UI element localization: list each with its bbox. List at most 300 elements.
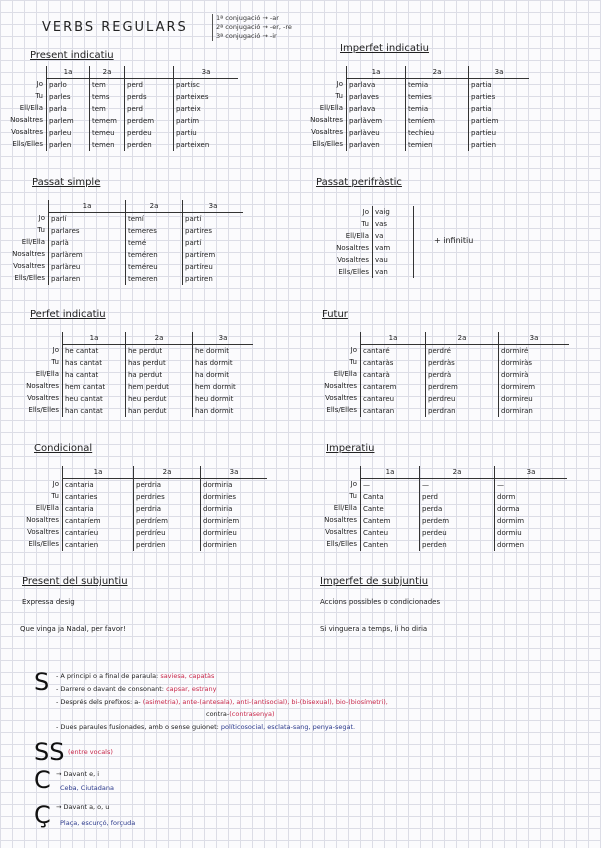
verb-cell: has dormit xyxy=(195,359,233,367)
pronoun-column xyxy=(2,466,62,551)
pronoun-cell: Jo xyxy=(336,80,343,88)
imperfet-subjuntiu-use: Accions possibles o condicionades xyxy=(320,598,441,606)
present-indicatiu-table xyxy=(2,66,238,151)
verb-column xyxy=(62,332,125,417)
c-examples: Ceba, Ciutadana xyxy=(60,784,114,792)
verb-column xyxy=(125,200,182,285)
verb-cell: temeu xyxy=(92,129,115,137)
imperfet-subjuntiu-example: Si vinguera a temps, li ho diria xyxy=(320,625,428,633)
verb-cell: parlí xyxy=(51,215,67,223)
column-header: 2a xyxy=(420,466,494,479)
note-text: - Darrere o davant de consonant: xyxy=(56,685,167,693)
legend-line: 2ª conjugació → -er, -re xyxy=(216,23,292,31)
verb-cell: temies xyxy=(408,93,432,101)
verb-cell: partisc xyxy=(176,81,200,89)
verb-cell: temeren xyxy=(128,275,158,283)
verb-cell: parteix xyxy=(176,105,201,113)
note-text: - Dues paraules fusionades, amb o sense guionet: xyxy=(56,723,221,731)
verb-cell: dormirem xyxy=(501,383,536,391)
verb-column xyxy=(419,466,494,551)
verb-cell: ha dormit xyxy=(195,371,229,379)
legend-line: 1ª conjugació → -ar xyxy=(216,14,279,22)
verb-cell: han cantat xyxy=(65,407,103,415)
pronoun-cell: Ells/Elles xyxy=(28,406,59,414)
verb-cell: parteixes xyxy=(176,93,209,101)
verb-cell: cantareu xyxy=(363,395,395,403)
pronoun-cell: Ell/Ella xyxy=(333,370,357,378)
imperatiu-table xyxy=(298,466,567,551)
column-header: 2a xyxy=(426,332,498,345)
verb-cell: perdrem xyxy=(428,383,458,391)
pronoun-column xyxy=(2,66,46,151)
pronoun-column xyxy=(292,66,346,151)
letter-ss: SS xyxy=(34,738,65,766)
column-header: 2a xyxy=(126,332,192,345)
verb-cell: cantaries xyxy=(65,493,98,501)
verb-cell: cantaria xyxy=(65,481,94,489)
verb-cell: dormen xyxy=(497,541,525,549)
pronoun-cell: Ells/Elles xyxy=(326,406,357,414)
verb-cell: perda xyxy=(422,505,443,513)
column-header: 3a xyxy=(201,466,267,479)
verb-cell: parties xyxy=(471,93,496,101)
column-header: 1a xyxy=(63,466,133,479)
pronoun-column xyxy=(298,466,360,551)
pronoun-cell: Ell/Ella xyxy=(21,238,45,246)
verb-column xyxy=(62,466,133,551)
verb-cell: dormim xyxy=(497,517,525,525)
verb-cell: dormirà xyxy=(501,371,529,379)
header-spacer xyxy=(298,332,360,344)
pronoun-cell: Ells/Elles xyxy=(14,274,45,282)
pronoun-cell: Nosaltres xyxy=(12,250,45,258)
verb-cell: parles xyxy=(49,93,71,101)
verb-cell: partí xyxy=(185,239,202,247)
pronoun-cell: Ell/Ella xyxy=(319,104,343,112)
form-column xyxy=(372,206,414,278)
verb-cell: Cantem xyxy=(363,517,391,525)
pronoun-cell: Vosaltres xyxy=(27,528,59,536)
verb-cell: ha cantat xyxy=(65,371,99,379)
header-spacer xyxy=(2,66,46,78)
pronoun-cell: Ells/Elles xyxy=(312,140,343,148)
perifrastic-form: vas xyxy=(375,220,388,228)
verb-cell: Canta xyxy=(363,493,384,501)
note-example: capsar, estrany xyxy=(166,685,217,693)
column-header xyxy=(125,66,173,79)
pronoun-cell: Vosaltres xyxy=(27,394,59,402)
pronoun-cell: Tu xyxy=(361,220,369,228)
verb-cell: parlàrem xyxy=(51,251,83,259)
section-title-imperatiu: Imperatiu xyxy=(326,443,375,454)
column-header: 1a xyxy=(361,332,425,345)
verb-cell: partírem xyxy=(185,251,216,259)
verb-cell: perdreu xyxy=(428,395,456,403)
verb-cell: dormiràs xyxy=(501,359,533,367)
verb-cell: tem xyxy=(92,81,106,89)
passat-simple-table xyxy=(4,200,243,285)
column-header: 3a xyxy=(183,200,243,213)
pronoun-cell: Jo xyxy=(36,80,43,88)
verb-cell: partires xyxy=(185,227,212,235)
verb-cell: temé xyxy=(128,239,147,247)
pronoun-cell: Ell/Ella xyxy=(333,504,357,512)
verb-column xyxy=(468,66,529,151)
pronoun-cell: Tu xyxy=(349,492,357,500)
pronoun-cell: Vosaltres xyxy=(311,128,343,136)
column-header: 3a xyxy=(499,332,569,345)
verb-cell: parlava xyxy=(349,105,376,113)
letter-s: S xyxy=(34,668,50,696)
verb-cell: — xyxy=(497,481,504,489)
s-note xyxy=(56,685,216,693)
verb-column xyxy=(182,200,243,285)
pronoun-cell: Tu xyxy=(37,226,45,234)
column-header: 2a xyxy=(90,66,124,79)
verb-cell: he perdut xyxy=(128,347,163,355)
verb-cell: perdries xyxy=(136,493,165,501)
verb-column xyxy=(48,200,125,285)
column-header: 2a xyxy=(406,66,468,79)
verb-cell: temí xyxy=(128,215,144,223)
column-header: 2a xyxy=(134,466,200,479)
section-title-futur: Futur xyxy=(322,309,348,320)
verb-cell: perdran xyxy=(428,407,456,415)
present-subjuntiu-use: Expressa desig xyxy=(22,598,75,606)
verb-cell: dormirien xyxy=(203,541,237,549)
perifrastic-form: va xyxy=(375,232,384,240)
pronoun-cell: Jo xyxy=(350,346,357,354)
legend-line: 3ª conjugació → -ir xyxy=(216,32,277,40)
section-title-imperfet-subjuntiu: Imperfet de subjuntiu xyxy=(320,576,429,587)
verb-column xyxy=(125,332,192,417)
column-header: 3a xyxy=(193,332,253,345)
verb-cell: parlàvem xyxy=(349,117,383,125)
verb-cell: cantaríem xyxy=(65,517,101,525)
verb-cell: perdria xyxy=(136,481,162,489)
pronoun-cell: Vosaltres xyxy=(337,256,369,264)
s-note xyxy=(56,672,214,680)
verb-cell: dorm xyxy=(497,493,516,501)
verb-cell: hem cantat xyxy=(65,383,106,391)
column-header: 1a xyxy=(347,66,405,79)
cc-rule: → Davant a, o, u xyxy=(56,803,110,811)
pronoun-cell: Jo xyxy=(362,208,369,216)
note-text: contra- xyxy=(206,710,230,718)
verb-cell: teméren xyxy=(128,251,158,259)
verb-cell: has cantat xyxy=(65,359,102,367)
verb-cell: dormiran xyxy=(501,407,533,415)
pronoun-cell: Nosaltres xyxy=(26,382,59,390)
pronoun-cell: Vosaltres xyxy=(325,394,357,402)
pronoun-cell: Tu xyxy=(51,492,59,500)
column-header: 1a xyxy=(361,466,419,479)
verb-cell: perd xyxy=(127,81,143,89)
note-example: (asimetria), ante-(antesala), anti-(antisocial), bi-(bisexual), bio-(biosímetri), xyxy=(142,698,388,706)
verb-cell: partíreu xyxy=(185,263,213,271)
verb-cell: partiren xyxy=(185,275,213,283)
verb-cell: — xyxy=(363,481,370,489)
column-header: 1a xyxy=(47,66,89,79)
verb-cell: Canten xyxy=(363,541,389,549)
note-text: - A principi o a final de paraula: xyxy=(56,672,161,680)
section-title-passat-perifrastic: Passat perifràstic xyxy=(316,177,402,188)
section-title-imperfet-indicatiu: Imperfet indicatiu xyxy=(340,43,429,54)
verb-cell: partíeu xyxy=(471,129,497,137)
verb-cell: dormiríeu xyxy=(203,529,237,537)
section-title-passat-simple: Passat simple xyxy=(32,177,101,188)
pronoun-cell: Vosaltres xyxy=(11,128,43,136)
section-title-present-subjuntiu: Present del subjuntiu xyxy=(22,576,128,587)
column-header: 2a xyxy=(126,200,182,213)
futur-table xyxy=(298,332,569,417)
verb-cell: partíem xyxy=(471,117,499,125)
note-text: - Després dels prefixos: a- xyxy=(56,698,143,706)
verb-cell: partia xyxy=(471,81,492,89)
verb-cell: temia xyxy=(408,105,429,113)
verb-cell: temem xyxy=(92,117,117,125)
verb-cell: parlares xyxy=(51,227,80,235)
verb-cell: cantaré xyxy=(363,347,390,355)
verb-column xyxy=(173,66,238,151)
verb-cell: parlaven xyxy=(349,141,380,149)
verb-cell: perdem xyxy=(422,517,450,525)
verb-cell: perdrien xyxy=(136,541,166,549)
letter-c: C xyxy=(34,766,51,794)
section-title-condicional: Condicional xyxy=(34,443,93,454)
verb-cell: he cantat xyxy=(65,347,99,355)
pronoun-cell: Ell/Ella xyxy=(35,370,59,378)
verb-cell: parlo xyxy=(49,81,67,89)
letter-c-cedilla: Ç xyxy=(34,801,51,829)
perifrastic-form: vam xyxy=(375,244,391,252)
pronoun-cell: Nosaltres xyxy=(10,116,43,124)
cc-rule-text: Davant a, o, u xyxy=(63,803,110,811)
pronoun-cell: Ells/Elles xyxy=(326,540,357,548)
pronoun-cell: Jo xyxy=(38,214,45,222)
verb-cell: partien xyxy=(471,141,497,149)
pronoun-column xyxy=(300,206,372,278)
verb-column xyxy=(360,332,425,417)
verb-cell: dormiries xyxy=(203,493,237,501)
s-note xyxy=(56,723,355,731)
verb-cell: parla xyxy=(49,105,67,113)
verb-cell: parlaves xyxy=(349,93,379,101)
perifrastic-suffix: + infinitiu xyxy=(434,236,474,245)
note-example: (contrasenya) xyxy=(229,710,275,718)
c-rule: → Davant e, i xyxy=(56,770,100,778)
verb-cell: temia xyxy=(408,81,429,89)
verb-cell: perdem xyxy=(127,117,155,125)
verb-cell: perdeu xyxy=(127,129,152,137)
verb-cell: cantarà xyxy=(363,371,390,379)
verb-cell: partim xyxy=(176,117,200,125)
verb-column xyxy=(124,66,173,151)
pronoun-cell: Nosaltres xyxy=(26,516,59,524)
section-title-perfet-indicatiu: Perfet indicatiu xyxy=(30,309,106,320)
verb-cell: cantarien xyxy=(65,541,99,549)
verb-cell: parlàveu xyxy=(349,129,380,137)
pronoun-cell: Tu xyxy=(51,358,59,366)
verb-cell: dormiríem xyxy=(203,517,240,525)
page-title: VERBS REGULARS xyxy=(42,20,188,35)
verb-cell: dorma xyxy=(497,505,520,513)
perifrastic-form: van xyxy=(375,268,388,276)
pronoun-cell: Ells/Elles xyxy=(338,268,369,276)
pronoun-column xyxy=(298,332,360,417)
verb-column xyxy=(46,66,89,151)
verb-cell: has perdut xyxy=(128,359,166,367)
pronoun-cell: Vosaltres xyxy=(13,262,45,270)
verb-cell: cantaria xyxy=(65,505,94,513)
c-rule-text: Davant e, i xyxy=(63,770,100,778)
verb-cell: heu perdut xyxy=(128,395,167,403)
verb-column xyxy=(133,466,200,551)
verb-cell: temien xyxy=(408,141,433,149)
verb-cell: parlà xyxy=(51,239,69,247)
verb-cell: tems xyxy=(92,93,110,101)
verb-cell: temen xyxy=(92,141,115,149)
verb-cell: hem perdut xyxy=(128,383,169,391)
column-header: 3a xyxy=(174,66,238,79)
verb-cell: perd xyxy=(127,105,143,113)
pronoun-cell: Ells/Elles xyxy=(12,140,43,148)
header-spacer xyxy=(2,466,62,478)
verb-cell: parteixen xyxy=(176,141,210,149)
pronoun-cell: Tu xyxy=(335,92,343,100)
verb-cell: partiu xyxy=(176,129,197,137)
column-header: 1a xyxy=(49,200,125,213)
imperfet-indicatiu-table xyxy=(292,66,529,151)
verb-cell: han perdut xyxy=(128,407,167,415)
passat-perifrastic-table xyxy=(300,206,414,278)
verb-cell: dormiria xyxy=(203,481,233,489)
conjugation-legend xyxy=(212,14,292,41)
pronoun-cell: Ell/Ella xyxy=(345,232,369,240)
verb-cell: hem dormit xyxy=(195,383,236,391)
pronoun-cell: Nosaltres xyxy=(324,382,357,390)
section-title-present-indicatiu: Present indicatiu xyxy=(30,50,114,61)
verb-cell: tem xyxy=(92,105,106,113)
verb-cell: heu dormit xyxy=(195,395,234,403)
verb-cell: han dormit xyxy=(195,407,234,415)
verb-cell: perdria xyxy=(136,505,162,513)
header-spacer xyxy=(292,66,346,78)
pronoun-cell: Nosaltres xyxy=(324,516,357,524)
verb-cell: parlem xyxy=(49,117,74,125)
verb-cell: Canteu xyxy=(363,529,389,537)
verb-cell: perdríeu xyxy=(136,529,166,537)
header-spacer xyxy=(298,466,360,478)
verb-cell: perdràs xyxy=(428,359,455,367)
pronoun-cell: Jo xyxy=(350,480,357,488)
verb-cell: partia xyxy=(471,105,492,113)
ss-note: (entre vocals) xyxy=(68,748,113,756)
verb-cell: perds xyxy=(127,93,147,101)
present-subjuntiu-example: Que vinga ja Nadal, per favor! xyxy=(20,625,126,633)
verb-column xyxy=(192,332,253,417)
verb-column xyxy=(89,66,124,151)
pronoun-cell: Ell/Ella xyxy=(19,104,43,112)
verb-cell: perdríem xyxy=(136,517,168,525)
verb-column xyxy=(405,66,468,151)
verb-cell: ha perdut xyxy=(128,371,163,379)
verb-cell: parlàreu xyxy=(51,263,81,271)
verb-column xyxy=(360,466,419,551)
pronoun-column xyxy=(2,332,62,417)
verb-cell: teméreu xyxy=(128,263,158,271)
header-spacer xyxy=(2,332,62,344)
verb-cell: perdré xyxy=(428,347,451,355)
s-note xyxy=(56,698,388,706)
verb-cell: parleu xyxy=(49,129,72,137)
pronoun-cell: Tu xyxy=(349,358,357,366)
verb-cell: dormiré xyxy=(501,347,529,355)
verb-cell: dormiria xyxy=(203,505,233,513)
pronoun-column xyxy=(4,200,48,285)
verb-cell: heu cantat xyxy=(65,395,103,403)
verb-cell: cantarem xyxy=(363,383,397,391)
verb-cell: perdeu xyxy=(422,529,447,537)
verb-cell: partí xyxy=(185,215,202,223)
pronoun-cell: Tu xyxy=(35,92,43,100)
cc-examples: Plaça, escurçó, forçuda xyxy=(60,819,136,827)
pronoun-cell: Vosaltres xyxy=(325,528,357,536)
verb-cell: parlen xyxy=(49,141,72,149)
column-header: 3a xyxy=(495,466,567,479)
pronoun-cell: Jo xyxy=(52,346,59,354)
verb-column xyxy=(346,66,405,151)
pronoun-cell: Ells/Elles xyxy=(28,540,59,548)
verb-column xyxy=(200,466,267,551)
verb-cell: dormiu xyxy=(497,529,522,537)
note-example: políticosocial, esclata-sang, penya-segat. xyxy=(220,723,356,731)
verb-column xyxy=(425,332,498,417)
verb-column xyxy=(494,466,567,551)
verb-cell: techíeu xyxy=(408,129,435,137)
verb-cell: he dormit xyxy=(195,347,229,355)
column-header: 1a xyxy=(63,332,125,345)
verb-cell: perdrà xyxy=(428,371,452,379)
verb-cell: cantaran xyxy=(363,407,395,415)
header-spacer xyxy=(4,200,48,212)
pronoun-cell: Ell/Ella xyxy=(35,504,59,512)
verb-cell: temeres xyxy=(128,227,157,235)
verb-cell: — xyxy=(422,481,429,489)
perifrastic-form: vaig xyxy=(375,208,390,216)
verb-cell: perd xyxy=(422,493,438,501)
s-note xyxy=(206,710,275,718)
verb-cell: parlava xyxy=(349,81,376,89)
verb-cell: cantaríeu xyxy=(65,529,99,537)
verb-cell: temíem xyxy=(408,117,435,125)
verb-cell: cantaràs xyxy=(363,359,394,367)
column-header: 3a xyxy=(469,66,529,79)
note-example: saviesa, capatàs xyxy=(160,672,215,680)
pronoun-cell: Jo xyxy=(52,480,59,488)
verb-cell: perden xyxy=(127,141,152,149)
verb-cell: parlaren xyxy=(51,275,81,283)
verb-cell: dormireu xyxy=(501,395,533,403)
verb-column xyxy=(498,332,569,417)
verb-cell: Cante xyxy=(363,505,384,513)
condicional-table xyxy=(2,466,267,551)
pronoun-cell: Nosaltres xyxy=(336,244,369,252)
perifrastic-form: vau xyxy=(375,256,388,264)
verb-cell: perden xyxy=(422,541,447,549)
perfet-indicatiu-table xyxy=(2,332,253,417)
pronoun-cell: Nosaltres xyxy=(310,116,343,124)
